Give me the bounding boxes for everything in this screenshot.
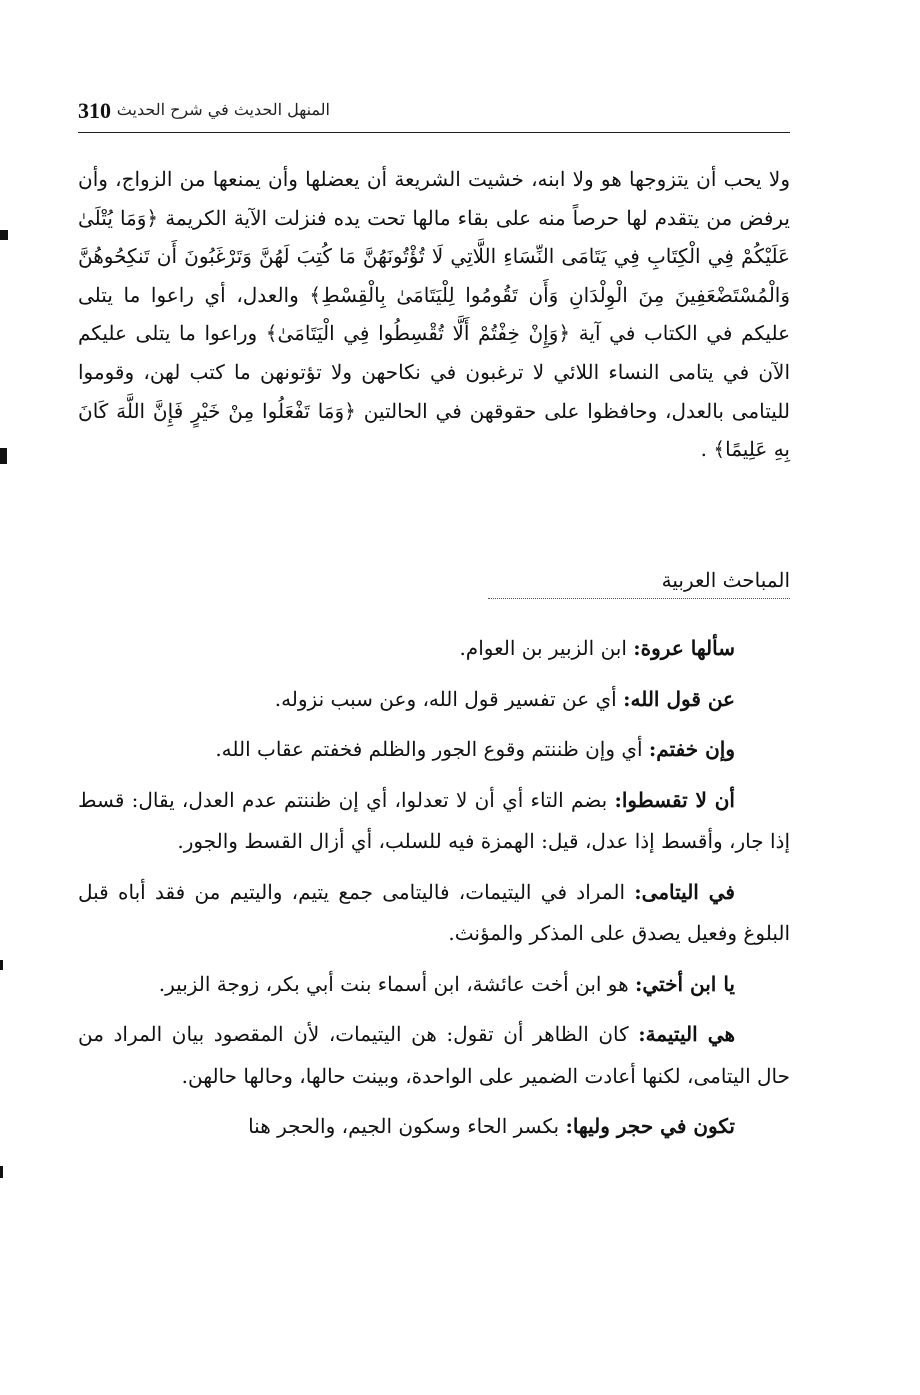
glossary-term: يا ابن أختي:: [635, 971, 735, 996]
glossary-definition: ابن الزبير بن العوام.: [459, 636, 634, 660]
glossary-entries: [78, 628, 790, 1157]
glossary-entry: [78, 1106, 790, 1148]
paragraph-text: ولا يحب أن يتزوجها هو ولا ابنه، خشيت الشريعة أن يعضلها وأن يمنعها من الزواج، وأن يرفض من يتقدم لها حرصاً منه على بقاء مالها تحت يده فنزلت الآية الكريمة ﴿وَمَا يُتْلَىٰ عَلَيْكُمْ فِي الْكِتَابِ فِي يَتَامَى النِّسَاءِ اللَّاتِي لَا تُؤْتُونَهُنَّ مَا كُتِبَ لَهُنَّ وَتَرْغَبُونَ أَن تَنكِحُوهُنَّ وَالْمُسْتَضْعَفِينَ مِنَ الْوِلْدَانِ وَأَن تَقُومُوا لِلْيَتَامَىٰ بِالْقِسْطِ﴾ والعدل، أي راعوا ما يتلى عليكم في الكتاب في آية ﴿وَإِنْ خِفْتُمْ أَلَّا تُقْسِطُوا فِي الْيَتَامَىٰ﴾ وراعوا ما يتلى عليكم الآن في يتامى النساء اللائي لا ترغبون في نكاحهن ولا تؤتونهن ما كتب لهن، وقوموا لليتامى بالعدل، وحافظوا على حقوقهن في الحالتين ﴿وَمَا تَفْعَلُوا مِنْ خَيْرٍ فَإِنَّ اللَّهَ كَانَ بِهِ عَلِيمًا﴾ .: [78, 167, 790, 462]
glossary-definition: هو ابن أخت عائشة، ابن أسماء بنت أبي بكر، زوجة الزبير.: [158, 971, 636, 996]
glossary-definition: أي وإن ظننتم وقوع الجور والظلم فخفتم عقاب الله.: [215, 737, 649, 761]
glossary-term: أن لا تقسطوا:: [614, 787, 735, 812]
scan-mark: [0, 448, 7, 464]
glossary-entry: [78, 628, 790, 670]
glossary-entry: [78, 964, 790, 1006]
scan-mark: [0, 230, 8, 240]
glossary-term: في اليتامى:: [634, 879, 735, 904]
glossary-term: تكون في حجر وليها:: [565, 1114, 735, 1138]
scan-mark: [0, 1166, 3, 1178]
scan-mark: [0, 960, 3, 970]
glossary-entry: [78, 780, 790, 863]
glossary-term: هي اليتيمة:: [638, 1022, 736, 1046]
glossary-entry: [78, 679, 790, 721]
glossary-entry: [78, 872, 790, 955]
page-header: [78, 92, 790, 133]
running-title: المنهل الحديث في شرح الحديث: [116, 100, 330, 119]
glossary-definition: بكسر الحاء وسكون الجيم، والحجر هنا: [248, 1114, 566, 1138]
glossary-definition: كان الظاهر أن تقول: هن اليتيمات، لأن المقصود بيان المراد من حال اليتامى، لكنها أعادت الضمير على الواحدة، وبينت حالها، وحالها حالهن.: [78, 1022, 790, 1088]
glossary-term: سألها عروة:: [633, 636, 735, 660]
glossary-definition: أي عن تفسير قول الله، وعن سبب نزوله.: [274, 686, 624, 711]
main-paragraph: [78, 160, 790, 469]
glossary-term: عن قول الله:: [623, 686, 735, 711]
glossary-entry: [78, 1014, 790, 1097]
glossary-term: وإن خفتم:: [648, 737, 735, 761]
glossary-entry: [78, 729, 790, 771]
section-heading: المباحث العربية: [488, 568, 790, 599]
glossary-definition: بضم التاء أي أن لا تعدلوا، أي إن ظننتم عدم العدل، يقال: قسط إذا جار، وأقسط إذا عدل، قيل: الهمزة فيه للسلب، أي أزال القسط والجور.: [78, 787, 790, 853]
page-number: 310: [78, 98, 111, 123]
glossary-definition: المراد في اليتيمات، فاليتامى جمع يتيم، واليتيم من فقد أباه قبل البلوغ وفعيل يصدق على المذكر والمؤنث.: [78, 879, 790, 945]
